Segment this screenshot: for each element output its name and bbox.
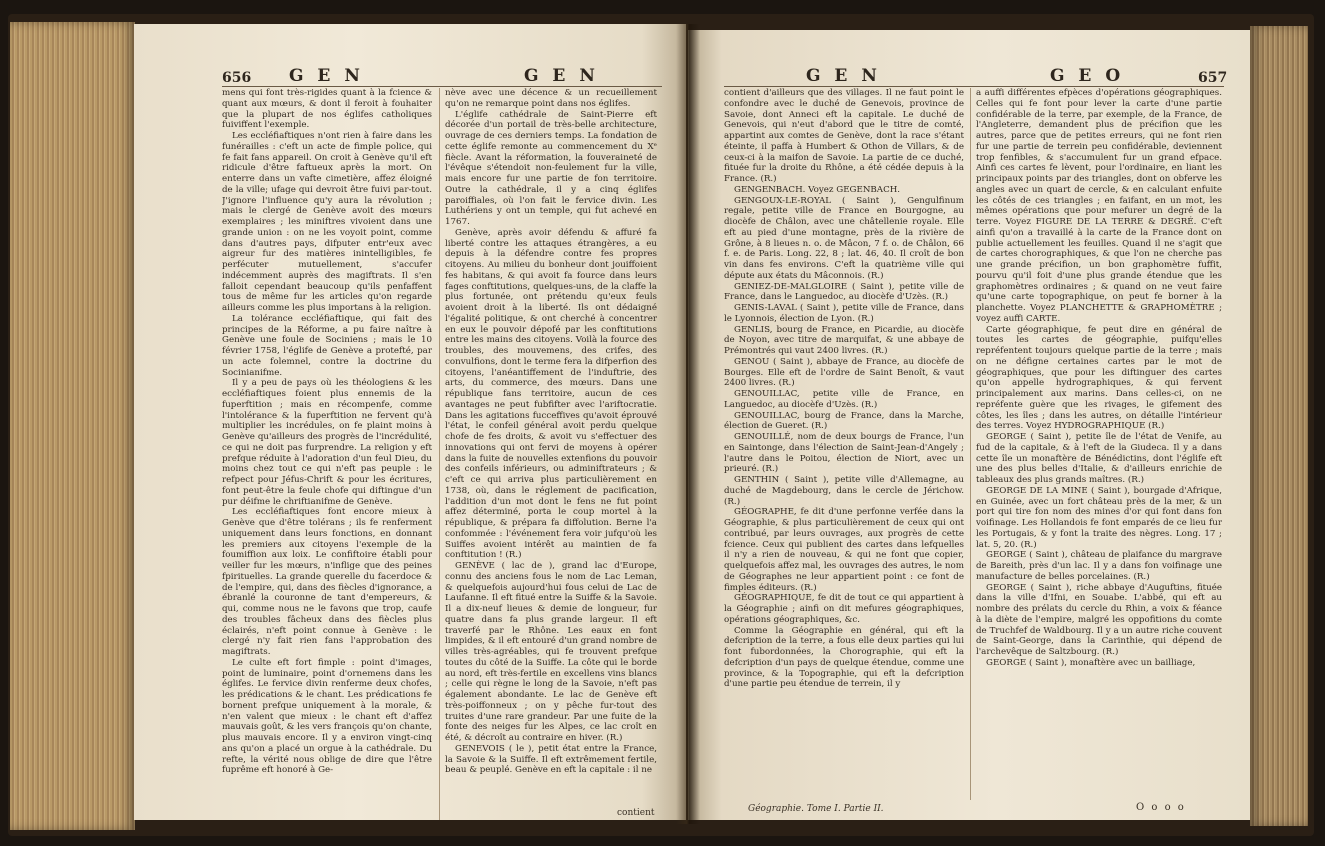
left-column-divider bbox=[439, 88, 440, 820]
paragraph: La tolérance eccléfiaftique, qui fait des principes de la Réforme, a pu faire naître à Genève une foule de Sociniens ; mais le 10 février 1758, l'églife de Genève a protefté, par un acte folemnel, contre la doctrine du Socinianifme. bbox=[222, 313, 432, 378]
left-running-head-a: G E N bbox=[289, 66, 364, 86]
paragraph: GÉOGRAPHIQUE, fe dit de tout ce qui appartient à la Géographie ; ainfi on dit mefures géographiques, opérations géographiques, &c. bbox=[724, 593, 964, 625]
paragraph: GENIEZ-DE-MALGLOIRE ( Saint ), petite ville de France, dans le Languedoc, au diocèfe d'Uzès. (R.) bbox=[724, 281, 964, 303]
right-signature-mark: O o o o bbox=[1136, 802, 1186, 813]
paragraph: a auffi différentes efpèces d'opérations géographiques. Celles qui fe font pour lever la carte d'une partie confidérable de la terre, par exemple, de la France, de l'Angleterre, demandent plus de précifion que les autres, parce que de petites erreurs, qui ne font rien fur une partie de terrein peu confidérable, deviennent trop fenfibles, & s'accumulent fur un grand efpace. Ainfi ces cartes fe lèvent, pour l'ordinaire, en liant les principaux points par des triangles, dont on obferve les angles avec un quart de cercle, & en calculant enfuite les côtés de ces triangles ; en faifant, en un mot, les mêmes opérations que pour mefurer un degré de la terre. Voyez FIGURE DE LA TERRE & DEGRÉ. C'eft ainfi qu'on a travaillé à la carte de la France dont on publie actuellement les feuilles. Quand il ne s'agit que de cartes chorographiques, & que l'on ne cherche pas une grande précifion, un bon graphomètre fuffit, pourvu qu'il foit d'une plus grande étendue que les graphomètres ordinaires ; & quand on ne veut faire qu'une carte topographique, on peut fe borner à la planchette. Voyez PLANCHETTE & GRAPHOMÈTRE ; voyez auffi CARTE. bbox=[976, 88, 1222, 324]
left-running-head-b: G E N bbox=[524, 66, 599, 86]
paragraph: Les eccléfiaftiques font encore mieux à Genève que d'être tolérans ; ils fe renferment uniquement dans leurs fonctions, en donnant les premiers aux citoyens l'exemple de la foumiffion aux loix. Le confiftoire établi pour veiller fur les mœurs, n'inflige que des peines fpirituelles. La grande querelle du facerdoce & de l'empire, qui, dans des fiècles d'ignorance, a ébranlé la couronne de tant d'empereurs, & qui, comme nous ne le favons que trop, caufe des troubles fâcheux dans des fiècles plus éclairés, n'eft point connue à Genève : le clergé n'y fait rien fans l'approbation des magiftrats. bbox=[222, 507, 432, 657]
left-page-block-edges bbox=[10, 22, 135, 830]
paragraph: GEORGE ( Saint ), monaftère avec un bailliage, bbox=[986, 657, 1196, 668]
paragraph: GÉOGRAPHE, fe dit d'une perfonne verfée dans la Géographie, & plus particulièrement de ceux qui ont contribué, par leurs ouvrages, aux progrès de cette fcience. Ceux qui publient des cartes dans lefquelles il n'y a rien de nouveau, & qui ne font que copier, quelquefois affez mal, les ouvrages des autres, le nom de Géographes ne leur appartient point : ce font de fimples éditeurs. (R.) bbox=[724, 507, 964, 593]
left-catchword: contient bbox=[617, 808, 655, 818]
paragraph: GENOUILLAC, bourg de France, dans la Marche, élection de Gueret. (R.) bbox=[724, 410, 964, 432]
paragraph: GENTHIN ( Saint ), petite ville d'Allemagne, au duché de Magdebourg, dans le cercle de Jérichow. (R.) bbox=[724, 475, 964, 507]
book-gutter bbox=[676, 24, 700, 824]
paragraph: GEORGE DE LA MINE ( Saint ), bourgade d'Afrique, en Guinée, avec un fort château près de la mer, & un port qui tire fon nom des mines d'or qui font dans fon voifinage. Les Hollandois fe font emparés de ce lieu fur les Portugais, & y font la traite des nègres. Long. 17 ; lat. 5, 20. (R.) bbox=[976, 485, 1222, 550]
paragraph: Le culte eft fort fimple : point d'images, point de luminaire, point d'ornemens dans les églifes. Le fervice divin renferme deux chofes, les prédications & le chant. Les prédications fe bornent prefque uniquement à la morale, & n'en valent que mieux : le chant eft d'affez mauvais goût, & les vers françois qu'on chante, plus mauvais encore. Il y a environ vingt-cinq ans qu'on a placé un orgue à la cathédrale. Du refte, la vérité nous oblige de dire que l'être fuprême eft honoré à Ge- bbox=[222, 657, 432, 776]
paragraph: GENOUILLAC, petite ville de France, en Languedoc, au diocèfe d'Uzès. (R.) bbox=[724, 389, 964, 410]
paragraph: Comme la Géographie en général, qui eft la defcription de la terre, a fous elle deux parties qui lui font fubordonnées, la Chorographie, qui eft la defcription d'un pays de quelque étendue, comme une province, & la Topographie, qui eft la defcription d'une partie peu étendue de terrein, il y bbox=[724, 625, 964, 690]
paragraph: GEORGE ( Saint ), château de plaifance du margrave de Bareith, près d'un lac. Il y a dans fon voifinage une manufacture de belles porcelaines. (R.) bbox=[976, 550, 1222, 582]
paragraph: Il y a peu de pays où les théologiens & les eccléfiaftiques foient plus ennemis de la fuperftition ; mais en récompenfe, comme l'intolérance & la fuperftition ne fervent qu'à multiplier les incrédules, on fe plaint moins à Genève qu'ailleurs des progrès de l'incrédulité, ce qui ne doit pas furprendre. La religion y eft prefque réduite à l'adoration d'un feul Dieu, du moins chez tout ce qui n'eft pas peuple : le refpect pour Jéfus-Chrift & pour les écritures, font peut-être la feule chofe qui diftingue d'un pur déifme le chriftianifme de Genève. bbox=[222, 378, 432, 507]
paragraph: GENEVOIS ( le ), petit état entre la France, la Savoie & la Suiffe. Il eft extrêmement fertile, beau & peuplé. Genève en eft la capitale : il ne bbox=[445, 743, 657, 776]
right-page-block-edges bbox=[1250, 26, 1308, 826]
right-page-number: 657 bbox=[1198, 70, 1228, 86]
paragraph: GENGENBACH. Voyez GEGENBACH. bbox=[734, 184, 901, 195]
right-column-divider bbox=[970, 88, 971, 800]
right-running-head-b: G E O bbox=[1050, 66, 1125, 86]
paragraph: GENOU ( Saint ), abbaye de France, au diocèfe de Bourges. Elle eft de l'ordre de Saint Benoît, & vaut 2400 livres. (R.) bbox=[724, 356, 964, 389]
paragraph: contient d'ailleurs que des villages. Il ne faut point le confondre avec le duché de Genevois, province de Savoie, dont Anneci eft la capitale. Le duché de Genevois, qui n'eut d'abord que le titre de comté, appartint aux comtes de Genève, dont la race s'étant éteinte, il paffa à Humbert & Othon de Villars, & de ceux-ci à la maifon de Savoie. La partie de ce duché, fituée fur la droite du Rhône, a été cédée depuis à la France. (R.) bbox=[724, 88, 964, 184]
paragraph: Les eccléfiaftiques n'ont rien à faire dans les funérailles : c'eft un acte de fimple police, qui fe fait fans appareil. On croit à Genève qu'il eft ridicule d'être faftueux après la mort. On enterre dans un vafte cimetière, affez éloigné de la ville; ufage qui devroit être fuivi par-tout. J'ignore l'influence qu'y aura la révolution ; mais le clergé de Genève avoit des mœurs exemplaires ; les miniftres vivoient dans une grande union : on ne les voyoit point, comme dans d'autres pays, difputer entr'eux avec aigreur fur des matières inintelligibles, fe perfécuter mutuellement, s'accufer indécemment auprès des magiftrats. Il s'en falloit cependant beaucoup qu'ils penfaffent tous de même fur les articles qu'on regarde ailleurs comme les plus importans à la religion. bbox=[222, 131, 432, 313]
left-column-b bbox=[445, 88, 657, 816]
paragraph: L'églife cathédrale de Saint-Pierre eft décorée d'un portail de très-belle architecture, ouvrage de ces derniers temps. La fondation de cette églife remonte au commencement du Xᵉ fiècle. Avant la réformation, la fouveraineté de l'évêque s'étendoit non-feulement fur la ville, mais encore fur une partie de fon territoire. Outre la cathédrale, il y a cinq églifes paroiffiales, où l'on fait le fervice divin. Les Luthériens y ont un temple, qui fut achevé en 1767. bbox=[445, 109, 657, 227]
paragraph: mens qui font très-rigides quant à la fcience & quant aux mœurs, & dont il feroit à fouhaiter que la plupart de nos églifes catholiques fuiviffent l'exemple. bbox=[222, 88, 432, 131]
paragraph: GENÈVE ( lac de ), grand lac d'Europe, connu des anciens fous le nom de Lac Leman, & quelquefois aujourd'hui fous celui de Lac de Laufanne. Il eft fitué entre la Suiffe & la Savoie. Il a dix-neuf lieues & demie de longueur, fur quatre dans fa plus grande largeur. Il eft traverfé par le Rhône. Les eaux en font limpides, & il eft entouré d'un grand nombre de villes très-agréables, qui fe trouvent prefque toutes du côté de la Suiffe. La côte qui le borde au nord, eft très-fertile en excellens vins blancs ; celle qui règne le long de la Savoie, n'eft pas également abondante. Le lac de Genève eft très-poiffonneux ; on y pêche fur-tout des truites d'une rare grandeur. Par une fuite de la fonte des neiges fur les Alpes, ce lac croît en été, & décroît au contraire en hiver. (R.) bbox=[445, 561, 657, 743]
right-running-head-a: G E N bbox=[806, 66, 881, 86]
left-column-a bbox=[222, 88, 432, 820]
paragraph: GENIS-LAVAL ( Saint ), petite ville de France, dans le Lyonnois, élection de Lyon. (R.) bbox=[724, 303, 964, 324]
right-head-rule bbox=[724, 86, 1224, 87]
right-footer-title: Géographie. Tome I. Partie II. bbox=[748, 804, 884, 814]
paragraph: GENGOUX-LE-ROYAL ( Saint ), Gengulfinum regale, petite ville de France en Bourgogne, au diocèfe de Châlon, avec une châtellenie royale. Elle eft au pied d'une montagne, près de la rivière de Grône, à 8 lieues n. o. de Mâcon, 7 f. o. de Châlon, 66 f. e. de Paris. Long. 22, 8 ; lat. 46, 40. Il croît de bon vin dans fes environs. C'eft la quatrième ville qui députe aux états du Mâconnois. (R.) bbox=[724, 195, 964, 281]
right-column-b bbox=[976, 88, 1222, 800]
paragraph: GENOUILLÉ, nom de deux bourgs de France, l'un en Saintonge, dans l'élection de Saint-Jean-d'Angely ; l'autre dans le Poitou, élection de Niort, avec un prieuré. (R.) bbox=[724, 432, 964, 475]
paragraph: nève avec une décence & un recueillement qu'on ne remarque point dans nos églifes. bbox=[445, 88, 657, 109]
paragraph: GEORGE ( Saint ), petite île de l'état de Venife, au fud de la capitale, & à l'eft de la Giudeca. Il y a dans cette île un monaftère de Bénédictins, dont l'églife eft une des plus belles d'Italie, & d'ailleurs enrichie de tableaux des plus grands maîtres. (R.) bbox=[976, 432, 1222, 485]
right-page bbox=[688, 30, 1250, 820]
paragraph: Carte géographique, fe peut dire en général de toutes les cartes de géographie, puifqu'elles repréfentent toujours quelque partie de la terre ; mais on ne défigne certaines cartes par le mot de géographiques, que pour les diftinguer des cartes qu'on appelle hydrographiques, & qui fervent principalement aux marins. Dans celles-ci, on ne repréfente guère que les rivages, le gifement des côtes, les îles ; dans les autres, on détaille l'intérieur des terres. Voyez HYDROGRAPHIQUE (R.) bbox=[976, 324, 1222, 432]
left-page bbox=[134, 24, 686, 820]
right-column-a bbox=[724, 88, 964, 800]
left-head-rule bbox=[222, 86, 662, 87]
left-page-number: 656 bbox=[222, 70, 252, 86]
paragraph: GEORGE ( Saint ), riche abbaye d'Auguftins, fituée dans la ville d'Ifni, en Souabe. L'abbé, qui eft au nombre des prélats du cercle du Rhin, a voix & féance à la diète de l'empire, malgré les oppofitions du comte de Truchfef de Waldbourg. Il y a un autre riche couvent de Saint-George, dans la Carinthie, qui dépend de l'archevêque de Saltzbourg. (R.) bbox=[976, 582, 1222, 657]
paragraph: GENLIS, bourg de France, en Picardie, au diocèfe de Noyon, avec titre de marquifat, & une abbaye de Prémontrés qui vaut 2400 livres. (R.) bbox=[724, 324, 964, 356]
paragraph: Genève, après avoir défendu & affuré fa liberté contre les attaques étrangères, a eu depuis à la défendre contre fes propres citoyens. Au milieu du bonheur dont jouiffoient fes habitans, & qui avoit fa fource dans leurs fages conftitutions, quelques-uns, de la claffe la plus fortunée, ont prétendu qu'eux feuls avoient droit à la liberté. Ils ont dédaigné l'égalité politique, & ont cherché à concentrer en eux le pouvoir dépofé par les conftitutions entre les mains des citoyens. Voilà la fource des troubles, des mouvemens, des crifes, des convulfions, dont le terme fera la difperfion des citoyens, l'anéantiffement de l'induftrie, des arts, du commerce, des mœurs. Dans une république fans territoire, aucun de ces avantages ne peut fubfifter avec l'ariftocratie. Dans les agitations fucceffives qu'avoit éprouvé l'état, le confeil général avoit perdu quelque chofe de fes droits, & avoit vu s'effectuer des innovations qui ont fervi de moyens à opérer dans la fuite de nouvelles extenfions du pouvoir des confeils inférieurs, ou adminiftrateurs ; & c'eft ce qui arriva plus particulièrement en 1738, où, dans le réglement de pacification, l'addition d'un mot dont le fens ne fut point affez déterminé, porta le coup mortel à la république, & prépara fa diffolution. Berne l'a confommée : l'événement fera voir jufqu'où les Suiffes avoient intérêt au maintien de fa conftitution ! (R.) bbox=[445, 227, 657, 561]
